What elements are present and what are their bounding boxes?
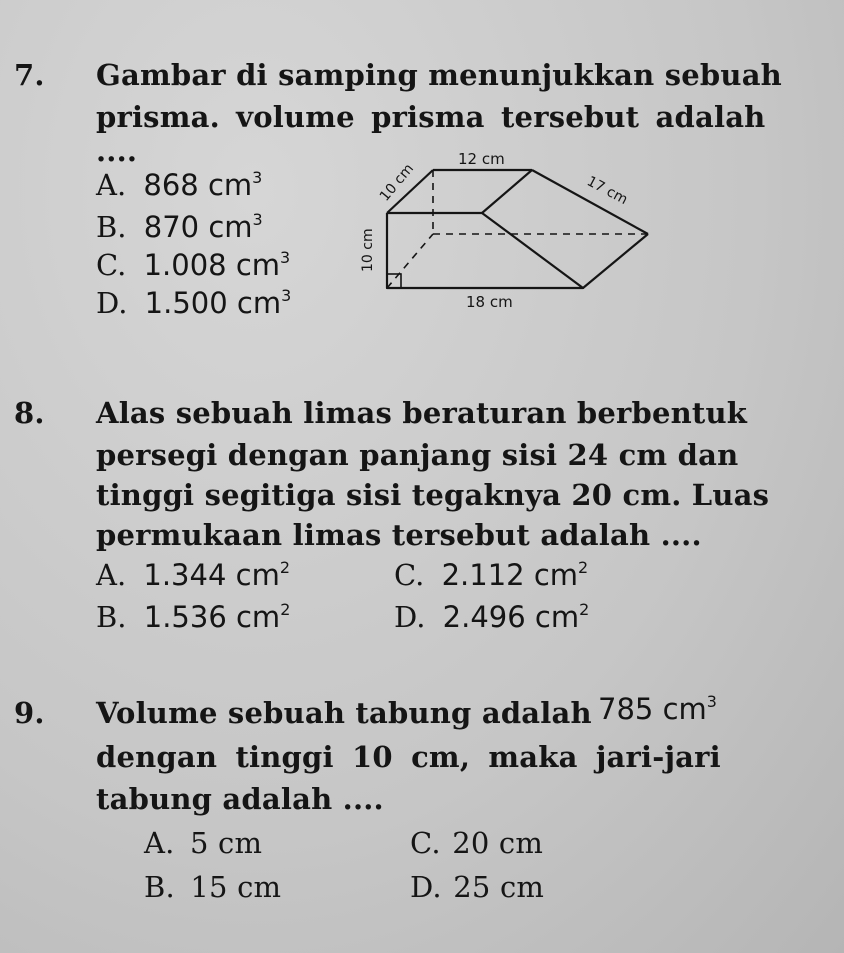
q9-option-b-value: 15 cm bbox=[190, 870, 282, 904]
q9-option-c bbox=[410, 826, 543, 860]
q8-text-line3: tinggi segitiga sisi tegaknya 20 cm. Luas bbox=[96, 478, 770, 512]
q9-option-a-letter: A. bbox=[144, 826, 175, 860]
q9-volume-exp: 3 bbox=[706, 692, 717, 712]
q7-option-b-exp: 3 bbox=[252, 210, 263, 230]
q8-option-d-exp: 2 bbox=[579, 600, 590, 620]
q8-option-b-exp: 2 bbox=[280, 600, 291, 620]
q7-option-d-letter: D. bbox=[96, 286, 128, 320]
q8-option-d-value: 2.496 cm bbox=[442, 600, 580, 634]
q7-option-b-letter: B. bbox=[96, 210, 127, 244]
prism-top-slant-edge bbox=[482, 170, 532, 213]
q8-number: 8. bbox=[14, 396, 45, 430]
q7-option-c bbox=[96, 248, 290, 282]
prism-slant-left-label: 10 cm bbox=[376, 160, 418, 205]
q8-option-a-value: 1.344 cm bbox=[143, 558, 280, 592]
q8-option-c bbox=[394, 558, 588, 592]
q8-text-line1: Alas sebuah limas beraturan berbentuk bbox=[96, 396, 748, 430]
q8-option-d bbox=[394, 600, 589, 634]
q8-option-b-letter: B. bbox=[96, 600, 127, 634]
q9-volume-value: 785 cm bbox=[598, 692, 707, 726]
q7-option-b-value: 870 cm bbox=[143, 210, 253, 244]
q9-text-line2: dengan tinggi 10 cm, maka jari-jari bbox=[96, 740, 721, 774]
q7-option-c-exp: 3 bbox=[280, 248, 291, 268]
q8-option-b-value: 1.536 cm bbox=[143, 600, 281, 634]
q8-text-line4: permukaan limas tersebut adalah .... bbox=[96, 518, 702, 552]
q8-option-a-letter: A. bbox=[96, 558, 127, 592]
q7-text-line1: Gambar di samping menunjukkan sebuah bbox=[96, 58, 782, 92]
q8-option-c-exp: 2 bbox=[578, 558, 589, 578]
q9-option-c-letter: C. bbox=[410, 826, 441, 860]
q8-option-c-value: 2.112 cm bbox=[441, 558, 579, 592]
q8-option-a-exp: 2 bbox=[279, 558, 290, 578]
q7-text-line3: .... bbox=[96, 134, 138, 168]
q7-option-d bbox=[96, 286, 291, 320]
q8-option-c-letter: C. bbox=[394, 558, 425, 592]
q7-number: 7. bbox=[14, 58, 45, 92]
q7-text-line2: prisma. volume prisma tersebut adalah bbox=[96, 100, 766, 134]
prism-bottom-label: 18 cm bbox=[466, 293, 513, 311]
q8-option-b bbox=[96, 600, 290, 634]
q7-option-c-value: 1.008 cm bbox=[143, 248, 281, 282]
q9-option-a-value: 5 cm bbox=[189, 826, 263, 860]
q9-option-b-letter: B. bbox=[144, 870, 175, 904]
prism-front-face bbox=[387, 213, 583, 288]
q9-number: 9. bbox=[14, 696, 45, 730]
q9-option-b bbox=[144, 870, 281, 904]
q7-option-b bbox=[96, 210, 263, 244]
q8-text-line2: persegi dengan panjang sisi 24 cm dan bbox=[96, 438, 739, 472]
prism-slant-right-label: 17 cm bbox=[584, 173, 631, 209]
q7-option-a-exp: 3 bbox=[252, 168, 263, 188]
q7-option-a-value: 868 cm bbox=[143, 168, 253, 202]
q9-text-line3: tabung adalah .... bbox=[96, 782, 384, 816]
prism-figure bbox=[350, 140, 670, 320]
q8-option-d-letter: D. bbox=[394, 600, 426, 634]
prism-bottom-right-edge bbox=[583, 234, 648, 288]
q7-option-d-exp: 3 bbox=[281, 286, 292, 306]
q8-option-a bbox=[96, 558, 290, 592]
prism-top-label: 12 cm bbox=[458, 150, 505, 168]
q9-option-a bbox=[144, 826, 262, 860]
q9-option-d bbox=[410, 870, 544, 904]
q7-option-c-letter: C. bbox=[96, 248, 127, 282]
q9-option-d-value: 25 cm bbox=[453, 870, 545, 904]
prism-hidden-diagonal bbox=[387, 234, 433, 288]
q7-option-a-letter: A. bbox=[96, 168, 127, 202]
q9-text-line1: Volume sebuah tabung adalah bbox=[96, 696, 592, 730]
q9-option-c-value: 20 cm bbox=[452, 826, 544, 860]
q7-option-d-value: 1.500 cm bbox=[144, 286, 282, 320]
q9-option-d-letter: D. bbox=[410, 870, 442, 904]
q7-option-a bbox=[96, 168, 262, 202]
prism-height-label: 10 cm bbox=[360, 228, 376, 272]
q9-volume bbox=[598, 692, 717, 726]
